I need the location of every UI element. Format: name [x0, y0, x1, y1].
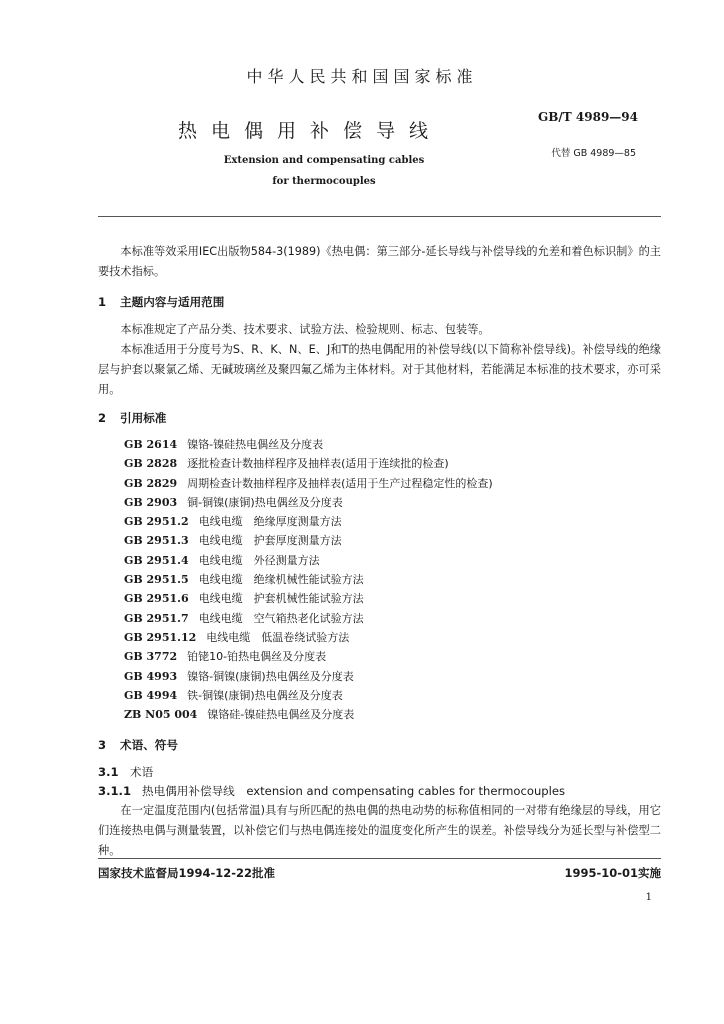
reference-title: 电线电缆 外径测量方法: [198, 553, 320, 567]
reference-title: 周期检查计数抽样程序及抽样表(适用于生产过程稳定性的检查): [187, 476, 493, 490]
subsection-3-1-number: 3.1: [98, 765, 119, 779]
reference-title: 铂铑10-铂热电偶丝及分度表: [187, 650, 327, 664]
english-title-line2: for thermocouples: [272, 176, 376, 187]
reference-title: 镍铬-镍硅热电偶丝及分度表: [187, 438, 324, 451]
term-3-1-1-heading: [98, 783, 565, 799]
term-definition: 在一定温度范围内(包括常温)具有与所匹配的热电偶的热电动势的标称值相同的一对带有绝缘层的导线，用它们连接热电偶与测量装置，以补偿它们与热电偶连接处的温度变化所产生的误差。补偿导线分为延长型与补偿型二种。: [98, 804, 661, 857]
reference-item: [124, 532, 493, 551]
reference-title: 电线电缆 护套厚度测量方法: [198, 534, 342, 548]
reference-code: GB 4993: [124, 669, 178, 683]
reference-code: GB 2951.2: [124, 515, 189, 529]
reference-item: [124, 513, 493, 532]
section-2-title: 引用标准: [120, 411, 167, 425]
reference-code: GB 2951.6: [124, 592, 189, 606]
reference-item: [124, 687, 493, 706]
reference-code: GB 2829: [124, 476, 178, 490]
section-1-paragraph-1: 本标准规定了产品分类、技术要求、试验方法、检验规则、标志、包装等。: [120, 323, 490, 336]
reference-title: 电线电缆 绝缘机械性能试验方法: [198, 573, 364, 587]
subsection-3-1-heading: [98, 764, 153, 780]
reference-title: 电线电缆 绝缘厚度测量方法: [198, 515, 342, 529]
reference-title: 镍铬-铜镍(康铜)热电偶丝及分度表: [187, 669, 354, 683]
reference-code: GB 2951.3: [124, 534, 189, 548]
standard-title: 热电偶用补偿导线: [177, 120, 442, 142]
reference-code: GB 2828: [124, 457, 178, 471]
reference-item: [124, 648, 493, 667]
section-1-title: 主题内容与适用范围: [120, 295, 225, 309]
reference-code: GB 2951.12: [124, 630, 197, 644]
subsection-3-1-title: 术语: [130, 765, 154, 779]
reference-item: [124, 590, 493, 609]
reference-item: [124, 668, 493, 687]
reference-title: 电线电缆 护套机械性能试验方法: [198, 592, 364, 606]
reference-item: [124, 571, 493, 590]
english-title-line1: Extension and compensating cables: [223, 155, 425, 166]
footer-divider: [98, 858, 661, 859]
reference-code: GB 2951.4: [124, 553, 189, 567]
reference-item: [124, 436, 493, 455]
term-3-1-1-number: 3.1.1: [98, 784, 132, 798]
replaces-note: 代替 GB 4989—85: [551, 148, 636, 159]
reference-item: [124, 475, 493, 494]
reference-item: [124, 610, 493, 629]
section-1-heading: [98, 294, 224, 310]
reference-item: [124, 706, 493, 725]
reference-title: 镍铬硅-镍硅热电偶丝及分度表: [207, 708, 355, 722]
section-1-number: 1: [98, 295, 107, 309]
approval-date: 国家技术监督局1994-12-22批准: [98, 866, 276, 880]
effective-date: 1995-10-01实施: [564, 866, 661, 880]
reference-item: [124, 629, 493, 648]
reference-code: GB 2951.7: [124, 611, 189, 625]
standard-number: GB/T 4989—94: [538, 110, 638, 124]
reference-item: [124, 552, 493, 571]
section-2-number: 2: [98, 411, 107, 425]
section-1-paragraph-2: 本标准适用于分度号为S、R、K、N、E、J和T的热电偶配用的补偿导线(以下简称补偿导线)。补偿导线的绝缘层与护套以聚氯乙烯、无碱玻璃丝及聚四氟乙烯为主体材料。对于其他材料，若能满足本标准的技术要求，亦可采用。: [98, 343, 661, 396]
reference-item: [124, 494, 493, 513]
reference-code: GB 4994: [124, 688, 178, 702]
term-3-1-1-title: 热电偶用补偿导线 extension and compensating cables for thermocouples: [142, 784, 566, 798]
reference-title: 电线电缆 空气箱热老化试验方法: [198, 611, 364, 625]
reference-title: 铜-铜镍(康铜)热电偶丝及分度表: [187, 495, 343, 509]
reference-title: 逐批检查计数抽样程序及抽样表(适用于连续批的检查): [187, 457, 449, 471]
page-number: 1: [645, 892, 652, 903]
reference-item: [124, 455, 493, 474]
national-standard-title: 中华人民共和国国家标准: [246, 67, 478, 86]
header-divider: [98, 216, 661, 217]
reference-code: GB 2951.5: [124, 573, 189, 587]
reference-code: ZB N05 004: [124, 708, 198, 722]
reference-code: GB 2614: [124, 438, 178, 451]
section-3-title: 术语、符号: [120, 738, 178, 752]
reference-code: GB 3772: [124, 650, 178, 664]
reference-code: GB 2903: [124, 495, 178, 509]
reference-list: [124, 436, 493, 725]
reference-title: 电线电缆 低温卷绕试验方法: [206, 630, 350, 644]
reference-title: 铁-铜镍(康铜)热电偶丝及分度表: [187, 688, 343, 702]
section-2-heading: [98, 410, 166, 426]
section-3-number: 3: [98, 738, 107, 752]
section-3-heading: [98, 737, 178, 753]
intro-paragraph: 本标准等效采用IEC出版物584-3(1989)《热电偶：第三部分-延长导线与补偿导线的允差和着色标识制》的主要技术指标。: [98, 245, 661, 278]
